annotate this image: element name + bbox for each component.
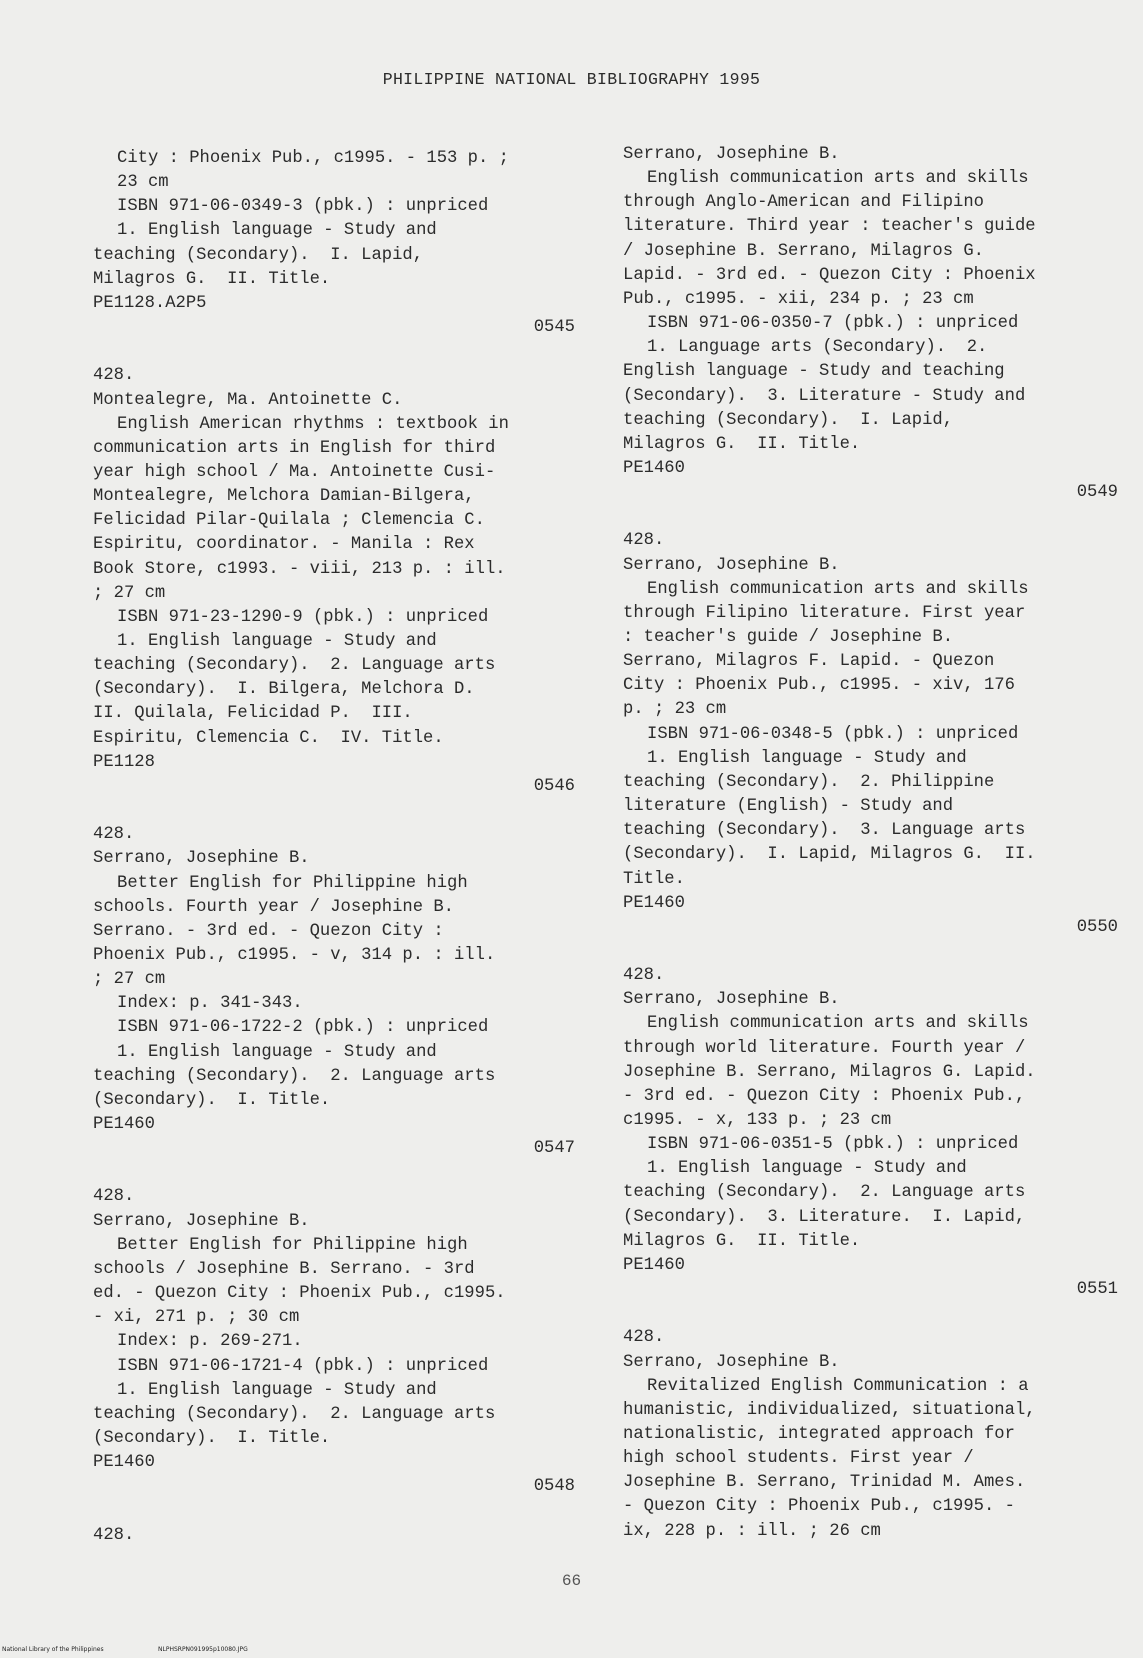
entry-line: Serrano, Josephine B. xyxy=(93,849,310,869)
entry-line: (Secondary). I. Bilgera, Melchora D. xyxy=(93,680,475,700)
entry-line: teaching (Secondary). 2. Language arts xyxy=(93,1404,496,1424)
entry-line: 1. English language - Study and xyxy=(117,1380,437,1400)
entry-line: high school students. First year / xyxy=(623,1449,974,1469)
entry-line: 1. English language - Study and xyxy=(117,1042,437,1062)
entry-line: teaching (Secondary). 2. Philippine xyxy=(623,772,995,792)
entry-line: Felicidad Pilar-Quilala ; Clemencia C. xyxy=(93,511,485,531)
call-number: PE1128 xyxy=(93,752,155,772)
entry-line: (Secondary). I. Title. xyxy=(93,1090,331,1110)
entry-line: Espiritu, Clemencia C. IV. Title. xyxy=(93,728,444,748)
entry-line: Montealegre, Melchora Damian-Bilgera, xyxy=(93,487,475,507)
entry-line: Serrano, Josephine B. xyxy=(623,145,840,164)
entry-line: 1. English language - Study and xyxy=(117,632,437,651)
classification-number: 428. xyxy=(623,966,665,986)
call-number: PE1128.A2P5 xyxy=(93,293,207,313)
entry-line: Serrano. - 3rd ed. - Quezon City : xyxy=(93,921,444,941)
classification-number: 428. xyxy=(93,366,135,386)
entry-line: II. Quilala, Felicidad P. III. xyxy=(93,704,413,724)
entry-line: / Josephine B. Serrano, Milagros G. xyxy=(623,241,984,261)
entry-line: English language - Study and teaching xyxy=(623,362,1005,382)
entry-line: ISBN 971-06-1721-4 (pbk.) : unpriced xyxy=(117,1356,489,1376)
entry-line: Milagros G. II. Title. xyxy=(93,269,331,289)
entry-line: Serrano, Milagros F. Lapid. - Quezon xyxy=(623,652,995,672)
entry-number: 0551 xyxy=(1076,1280,1118,1300)
call-number: PE1460 xyxy=(623,1255,685,1275)
entry-number: 0550 xyxy=(1076,917,1118,937)
footer-library: National Library of the Philippines xyxy=(2,1646,104,1653)
call-number: PE1460 xyxy=(623,893,685,913)
entry-line: teaching (Secondary). I. Lapid, xyxy=(623,410,954,430)
entry-line: Montealegre, Ma. Antoinette C. xyxy=(93,390,403,410)
entry-line: Index: p. 341-343. xyxy=(117,994,303,1014)
entry-line: (Secondary). I. Title. xyxy=(93,1428,331,1448)
entry-line: ISBN 971-06-1722-2 (pbk.) : unpriced xyxy=(117,1018,489,1038)
entry-line: (Secondary). 3. Literature. I. Lapid, xyxy=(623,1207,1026,1227)
classification-number: 428. xyxy=(623,531,665,551)
entry-line: Title. xyxy=(623,869,685,889)
entry-line: c1995. - x, 133 p. ; 23 cm xyxy=(623,1111,892,1130)
entry-line: Serrano, Josephine B. xyxy=(93,1211,310,1231)
entry-line: (Secondary). I. Lapid, Milagros G. II. xyxy=(623,845,1036,865)
entry-line: teaching (Secondary). 3. Language arts xyxy=(623,821,1026,841)
entry-line: 1. Language arts (Secondary). 2. xyxy=(647,338,988,358)
classification-number: 428. xyxy=(93,1187,135,1207)
entry-line: ; 27 cm xyxy=(93,970,166,990)
entry-line: nationalistic, integrated approach for xyxy=(623,1424,1015,1444)
entry-line: ISBN 971-06-0351-5 (pbk.) : unpriced xyxy=(647,1135,1019,1155)
entry-line: - xi, 271 p. ; 30 cm xyxy=(93,1308,300,1328)
entry-line: schools / Josephine B. Serrano. - 3rd xyxy=(93,1259,475,1279)
entry-line: teaching (Secondary). I. Lapid, xyxy=(93,245,424,265)
entry-line: ed. - Quezon City : Phoenix Pub., c1995. xyxy=(93,1284,506,1304)
entry-line: Book Store, c1993. - viii, 213 p. : ill. xyxy=(93,559,506,579)
entry-line: Lapid. - 3rd ed. - Quezon City : Phoenix xyxy=(623,265,1036,285)
entry-line: Josephine B. Serrano, Milagros G. Lapid. xyxy=(623,1062,1036,1082)
call-number: PE1460 xyxy=(93,1453,155,1473)
entry-line: teaching (Secondary). 2. Language arts xyxy=(93,1066,496,1086)
entry-line: ISBN 971-06-0349-3 (pbk.) : unpriced xyxy=(117,197,489,217)
classification-number: 428. xyxy=(93,825,135,845)
entry-number: 0545 xyxy=(533,318,575,338)
page-number: 66 xyxy=(561,1572,582,1590)
entry-line: - Quezon City : Phoenix Pub., c1995. - xyxy=(623,1497,1015,1517)
entry-line: communication arts in English for third xyxy=(93,438,496,458)
entry-line: 1. English language - Study and xyxy=(647,748,967,768)
entry-line: - 3rd ed. - Quezon City : Phoenix Pub., xyxy=(623,1086,1026,1106)
entry-line: Josephine B. Serrano, Trinidad M. Ames. xyxy=(623,1473,1026,1493)
entry-line: Milagros G. II. Title. xyxy=(623,434,861,454)
call-number: PE1460 xyxy=(623,458,685,478)
entry-line: (Secondary). 3. Literature - Study and xyxy=(623,386,1026,406)
entry-line: teaching (Secondary). 2. Language arts xyxy=(623,1183,1026,1203)
entry-line: ISBN 971-06-0350-7 (pbk.) : unpriced xyxy=(647,314,1019,334)
entry-line: Better English for Philippine high xyxy=(117,873,468,893)
entry-line: Serrano, Josephine B. xyxy=(623,1352,840,1372)
entry-line: 1. English language - Study and xyxy=(117,221,437,241)
entry-line: 23 cm xyxy=(117,173,169,193)
entry-line: English American rhythms : textbook in xyxy=(117,414,509,434)
entry-line: Better English for Philippine high xyxy=(117,1235,468,1255)
entry-number: 0546 xyxy=(533,776,575,796)
entry-line: Milagros G. II. Title. xyxy=(623,1231,861,1251)
classification-number: 428. xyxy=(623,1328,665,1348)
entry-line: ISBN 971-06-0348-5 (pbk.) : unpriced xyxy=(647,724,1019,744)
entry-line: City : Phoenix Pub., c1995. - 153 p. ; xyxy=(117,149,509,168)
entry-line: through Anglo-American and Filipino xyxy=(623,193,984,213)
page-header: PHILIPPINE NATIONAL BIBLIOGRAPHY 1995 xyxy=(382,70,761,89)
entry-line: schools. Fourth year / Josephine B. xyxy=(93,897,454,917)
entry-line: p. ; 23 cm xyxy=(623,700,727,720)
entry-line: ISBN 971-23-1290-9 (pbk.) : unpriced xyxy=(117,607,489,627)
entry-line: Serrano, Josephine B. xyxy=(623,555,840,575)
entry-number: 0549 xyxy=(1076,483,1118,503)
entry-line: ix, 228 p. : ill. ; 26 cm xyxy=(623,1521,881,1541)
entry-line: Index: p. 269-271. xyxy=(117,1332,303,1352)
entry-line: English communication arts and skills xyxy=(647,579,1029,599)
entry-line: ; 27 cm xyxy=(93,583,166,603)
entry-line: literature. Third year : teacher's guide xyxy=(623,217,1036,237)
footer-filename: NLPHSRPN091995p10080.JPG xyxy=(158,1646,248,1653)
call-number: PE1460 xyxy=(93,1115,155,1134)
entry-line: Serrano, Josephine B. xyxy=(623,990,840,1010)
entry-line: Espiritu, coordinator. - Manila : Rex xyxy=(93,535,475,555)
entry-number: 0548 xyxy=(533,1477,575,1497)
entry-line: through Filipino literature. First year xyxy=(623,603,1026,623)
entry-line: 1. English language - Study and xyxy=(647,1159,967,1179)
classification-number: 428. xyxy=(93,1525,135,1545)
entry-line: Revitalized English Communication : a xyxy=(647,1376,1029,1396)
entry-line: English communication arts and skills xyxy=(647,1014,1029,1034)
entry-line: through world literature. Fourth year / xyxy=(623,1038,1026,1058)
entry-line: City : Phoenix Pub., c1995. - xiv, 176 xyxy=(623,676,1015,696)
entry-number: 0547 xyxy=(533,1139,575,1159)
entry-line: Pub., c1995. - xii, 234 p. ; 23 cm xyxy=(623,289,974,309)
entry-line: humanistic, individualized, situational, xyxy=(623,1400,1036,1420)
entry-line: teaching (Secondary). 2. Language arts xyxy=(93,656,496,676)
entry-line: Phoenix Pub., c1995. - v, 314 p. : ill. xyxy=(93,945,496,965)
entry-line: literature (English) - Study and xyxy=(623,797,954,817)
entry-line: English communication arts and skills xyxy=(647,169,1029,189)
entry-line: : teacher's guide / Josephine B. xyxy=(623,628,954,647)
entry-line: year high school / Ma. Antoinette Cusi- xyxy=(93,462,496,482)
